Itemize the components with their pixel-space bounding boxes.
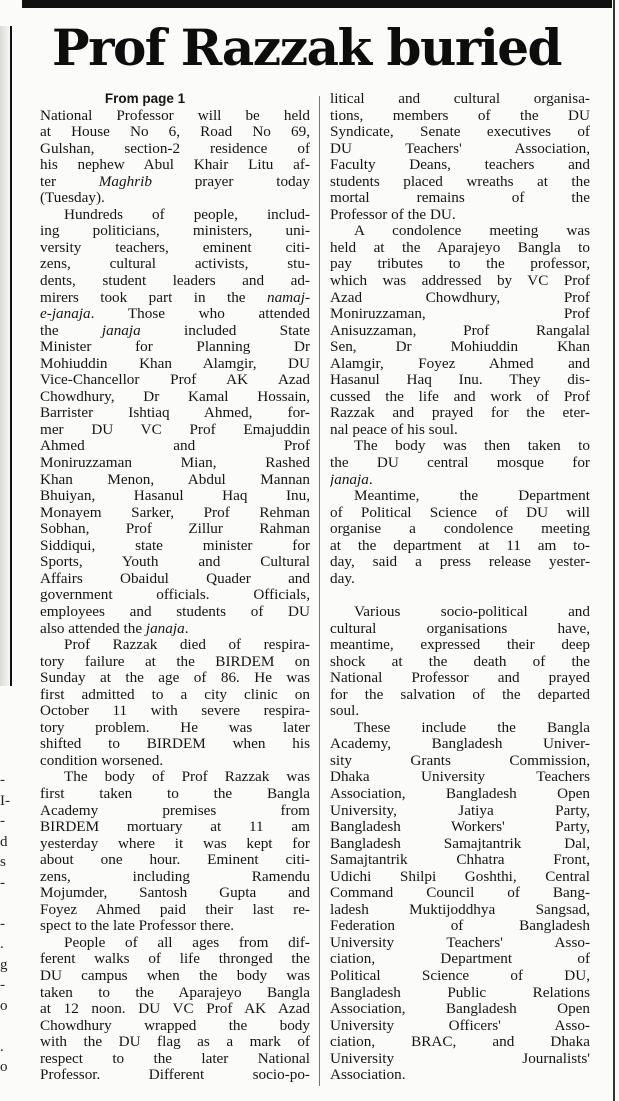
text-line: Minister for Planning Dr [40, 339, 310, 356]
text-line: Anisuzzaman, Prof Rangalal [330, 322, 590, 339]
text-line: Academy, Bangladesh Univer- [330, 736, 590, 753]
text-line: Sen, Dr Mohiuddin Khan [330, 339, 590, 356]
text-line: employees and students of DU [40, 603, 310, 620]
text-line: first taken to the Bangla [40, 785, 310, 802]
text-line: his nephew Abul Khair Litu af- [40, 157, 310, 174]
text-line: Command Council of Bang- [330, 885, 590, 902]
right-border-rule [613, 0, 615, 1101]
text-line: zens, including Ramendu [40, 868, 310, 885]
text-line: Khan Menon, Abdul Mannan [40, 471, 310, 488]
text-line: organise a condolence meeting [330, 521, 590, 538]
text-line: Bhuiyan, Hasanul Haq Inu, [40, 488, 310, 505]
text-line: the DU central mosque for [330, 455, 590, 472]
text-line: University Journalists' [330, 1050, 590, 1067]
text-line: Bangladesh Samajtantrik Dal, [330, 835, 590, 852]
text-line: Razzak and prayed for the eter- [330, 405, 590, 422]
column-divider [319, 96, 320, 1086]
text-line: Dhaka University Teachers [330, 769, 590, 786]
text-line: Meantime, the Department [354, 488, 590, 505]
fragment-char: o [0, 1059, 8, 1075]
text-line: which was addressed by VC Prof [330, 273, 590, 290]
text-line: Moniruzzaman, Prof [330, 306, 590, 323]
article-column-left [40, 91, 310, 1084]
text-line: spect to the late Professor there. [40, 918, 234, 935]
text-line: tory failure at the BIRDEM on [40, 653, 310, 670]
text-line: The body of Prof Razzak was [64, 769, 310, 786]
fragment-char [0, 1016, 14, 1037]
text-line: also attended the janaja. [40, 620, 189, 637]
text-line: DU Teachers' Association, [330, 140, 590, 157]
text-line: at 12 noon. DU VC Prof AK Azad [40, 1001, 310, 1018]
fragment-char: - [0, 874, 5, 891]
text-line: Hasanul Haq Inu. They dis- [330, 372, 590, 389]
text-line: at House No 6, Road No 69, [40, 124, 310, 141]
text-line: Sports, Youth and Cultural [40, 554, 310, 571]
text-line: Vice-Chancellor Prof AK Azad [40, 372, 310, 389]
fragment-char: - [0, 772, 5, 788]
text-line: shifted to BIRDEM when his [40, 736, 310, 753]
text-line: Mojumder, Santosh Gupta and [40, 885, 310, 902]
text-line: University Officers' Asso- [330, 1017, 590, 1034]
text-line: sity Grants Commission, [330, 752, 590, 769]
top-border-rule [22, 0, 612, 8]
fragment-char [0, 893, 14, 914]
text-line: ciation, Department of [330, 951, 590, 968]
text-line: of Political Science of DU will [330, 504, 590, 521]
text-line: pay tributes to the professor, [330, 256, 590, 273]
fragment-char: I- [0, 792, 10, 809]
article-column-right [330, 91, 590, 1084]
text-line: shock at the death of the [330, 653, 590, 670]
text-line: about one hour. Eminent citi- [40, 852, 310, 869]
text-line: at the department at 11 am to- [330, 537, 590, 554]
text-line: National Professor and prayed [330, 670, 590, 687]
text-line: ing politicians, ministers, uni- [40, 223, 310, 240]
text-line: Siddiqui, state minister for [40, 537, 310, 554]
text-line: ciation, BRAC, and Dhaka [330, 1034, 590, 1051]
fragment-char: . [0, 936, 4, 952]
text-line: soul. [330, 703, 360, 720]
text-line: These include the Bangla [354, 719, 590, 736]
adjacent-column-fragments [0, 770, 14, 1078]
text-line: BIRDEM mortuary at 11 am [40, 819, 310, 836]
text-line: yesterday where it was kept for [40, 835, 310, 852]
text-line: mirers took part in the namaj- [40, 289, 310, 306]
fragment-char: - [0, 813, 5, 829]
text-line: tions, members of the DU [330, 107, 590, 124]
text-line: ter Maghrib prayer today [40, 173, 310, 190]
text-line: University, Jatiya Party, [330, 802, 590, 819]
text-line: meantime, expressed their deep [330, 637, 590, 654]
text-line: Hundreds of people, includ- [64, 206, 310, 223]
text-line: University Teachers' Asso- [330, 934, 590, 951]
text-line: ladesh Muktijoddhya Sangsad, [330, 901, 590, 918]
text-line: (Tuesday). [40, 190, 105, 207]
text-line: Samajtantrik Chhatra Front, [330, 852, 590, 869]
text-line: Affairs Obaidul Quader and [40, 570, 310, 587]
text-line: Ahmed and Prof [40, 438, 310, 455]
text-line: Faculty Deans, teachers and [330, 157, 590, 174]
text-line: Moniruzzaman Mian, Rashed [40, 455, 310, 472]
text-line: e-janaja. Those who attended [40, 306, 310, 323]
text-line: Udichi Shilpi Goshthi, Central [330, 868, 590, 885]
text-line: ferent walks of life thronged the [40, 951, 310, 968]
text-line: People of all ages from dif- [64, 934, 310, 951]
text-line: Political Science of DU, [330, 967, 590, 984]
text-line: Bangladesh Workers' Party, [330, 819, 590, 836]
text-line: day, said a press release yester- [330, 554, 590, 571]
text-line: Chowdhury, Dr Kamal Hossain, [40, 388, 310, 405]
text-line: Sunday at the age of 86. He was [40, 670, 310, 687]
text-line: Association, Bangladesh Open [330, 1001, 590, 1018]
text-line: Association. [330, 1067, 406, 1084]
fragment-char: . [0, 1038, 4, 1055]
text-line: nal peace of his soul. [330, 421, 458, 438]
text-line: Federation of Bangladesh [330, 918, 590, 935]
text-line: janaja. [330, 471, 373, 488]
text-line: day. [330, 570, 355, 587]
fragment-char: o [0, 997, 8, 1014]
text-line: Chowdhury wrapped the body [40, 1017, 310, 1034]
text-line: National Professor will be held [40, 107, 310, 124]
text-line: Sobhan, Prof Zillur Rahman [40, 521, 310, 538]
text-line: the janaja included State [40, 322, 310, 339]
text-line: Monayem Sarker, Prof Rehman [40, 504, 310, 521]
text-line: Professor. Different socio-po- [40, 1067, 310, 1084]
text-line: cussed the life and work of Prof [330, 388, 590, 405]
text-line: taken to the Aparajeyo Bangla [40, 984, 310, 1001]
fragment-char: - [0, 977, 5, 993]
text-line: dents, student leaders and ad- [40, 273, 310, 290]
text-line: first admitted to a city clinic on [40, 686, 310, 703]
text-line: litical and cultural organisa- [330, 91, 590, 107]
text-line: for the salvation of the departed [330, 686, 590, 703]
text-line: respect to the later National [40, 1050, 310, 1067]
text-line: Azad Chowdhury, Prof [330, 289, 590, 306]
text-line: versity teachers, eminent citi- [40, 239, 310, 256]
text-line: Gulshan, section-2 residence of [40, 140, 310, 157]
text-line: DU campus when the body was [40, 967, 310, 984]
text-line: Barrister Ishtiaq Ahmed, for- [40, 405, 310, 422]
text-line: Mohiuddin Khan Alamgir, DU [40, 355, 310, 372]
text-line: Syndicate, Senate executives of [330, 124, 590, 141]
fragment-char: s [0, 854, 6, 870]
text-line: Prof Razzak died of respira- [64, 637, 310, 654]
paragraph-gap [330, 587, 590, 604]
text-line: mortal remains of the [330, 190, 590, 207]
text-line: Association, Bangladesh Open [330, 785, 590, 802]
text-line: zens, cultural activists, stu- [40, 256, 310, 273]
fragment-char: g [0, 956, 8, 973]
text-line: The body was then taken to [354, 438, 590, 455]
text-line: condition worsened. [40, 752, 164, 769]
text-line: Academy premises from [40, 802, 310, 819]
text-line: Various socio-political and [354, 603, 590, 620]
text-line: Professor of the DU. [330, 206, 456, 223]
fragment-char: - [0, 915, 5, 932]
text-line: Alamgir, Foyez Ahmed and [330, 355, 590, 372]
article-headline: Prof Razzak buried [52, 18, 561, 77]
text-line: cultural organisations have, [330, 620, 590, 637]
text-line: tory problem. He was later [40, 719, 310, 736]
text-line: October 11 with severe respira- [40, 703, 310, 720]
text-line: mer DU VC Prof Emajuddin [40, 421, 310, 438]
text-line: with the DU flag as a mark of [40, 1034, 310, 1051]
fragment-char: d [0, 833, 8, 850]
text-line: A condolence meeting was [354, 223, 590, 240]
text-line: Foyez Ahmed paid their last re- [40, 901, 310, 918]
photo-border-line [10, 26, 12, 686]
text-line: students placed wreaths at the [330, 173, 590, 190]
text-line: Bangladesh Public Relations [330, 984, 590, 1001]
jump-line: From page 1 [104, 91, 186, 106]
text-line: held at the Aparajeyo Bangla to [330, 239, 590, 256]
text-line: government officials. Officials, [40, 587, 310, 604]
